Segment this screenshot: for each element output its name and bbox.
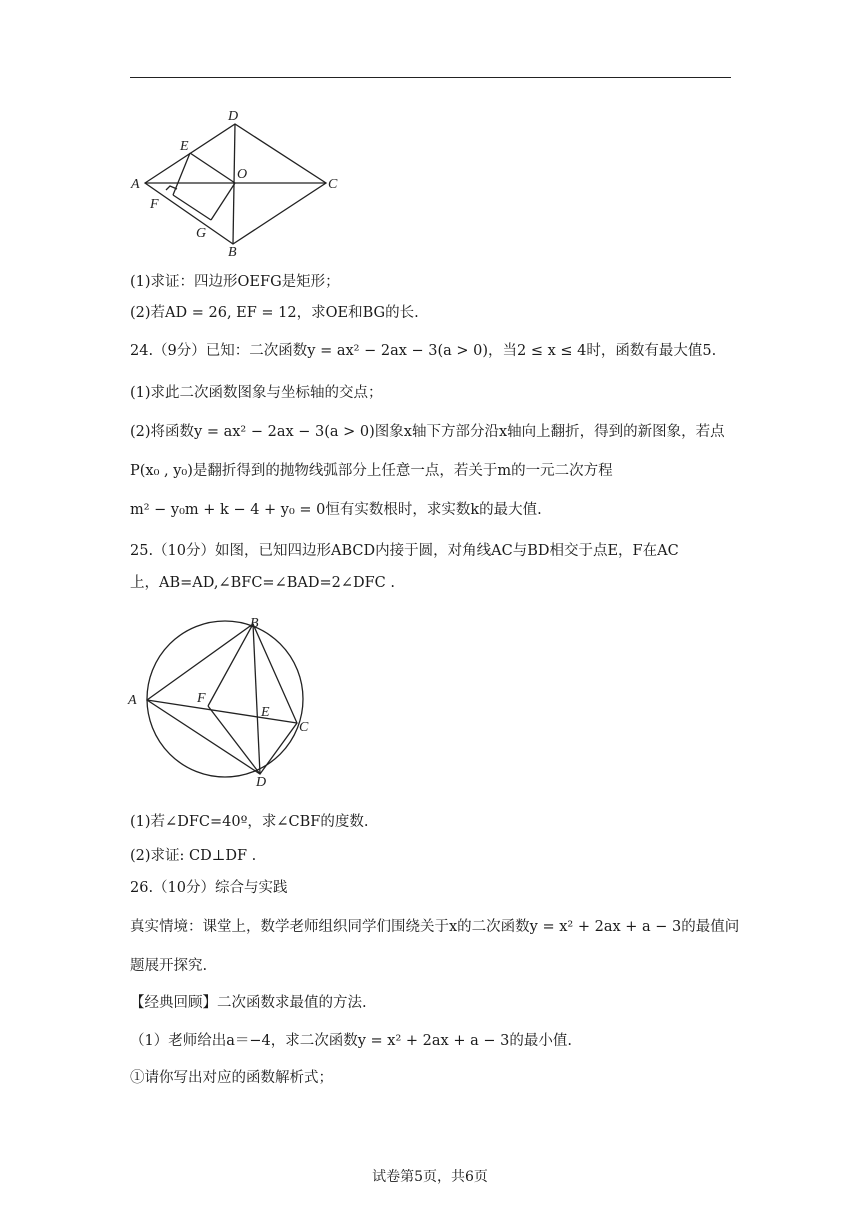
page-footer: 试卷第5页，共6页 — [372, 1169, 488, 1185]
fig2-label-f: F — [197, 691, 206, 706]
rhombus-figure — [128, 105, 358, 260]
q26-sub1: ①请你写出对应的函数解析式； — [130, 1070, 333, 1086]
header-rule — [130, 77, 731, 78]
q25-part1: (1)若∠DFC=40º，求∠CBF的度数. — [130, 814, 369, 830]
circle-figure — [126, 612, 326, 792]
q25-stem-line2: 上，AB=AD,∠BFC=∠BAD=2∠DFC . — [130, 575, 396, 591]
fig2-label-e: E — [261, 705, 270, 720]
q26-context-line2: 题展开探究. — [130, 958, 208, 974]
q26-context-line1: 真实情境：课堂上，数学老师组织同学们围绕关于x的二次函数y = x² + 2ax + a − 3的最值问 — [130, 919, 740, 935]
q24-part2-line3: m² − y₀m + k − 4 + y₀ = 0恒有实数根时，求实数k的最大值. — [130, 502, 542, 518]
fig1-label-e: E — [180, 139, 189, 154]
q24-part2-line1: (2)将函数y = ax² − 2ax − 3(a > 0)图象x轴下方部分沿x轴向上翻折，得到的新图象，若点 — [130, 424, 725, 440]
fig1-label-g: G — [196, 226, 207, 241]
q25-stem-line1: 25.（10分）如图，已知四边形ABCD内接于圆，对角线AC与BD相交于点E，F在AC — [130, 543, 679, 559]
fig1-label-c: C — [328, 177, 338, 192]
fig1-label-b: B — [228, 245, 237, 260]
q24-stem: 24.（9分）已知：二次函数y = ax² − 2ax − 3(a > 0)，当2 ≤ x ≤ 4时，函数有最大值5. — [130, 343, 717, 359]
q26-stem: 26.（10分）综合与实践 — [130, 880, 288, 896]
q23-part2: (2)若AD = 26, EF = 12，求OE和BG的长. — [130, 305, 419, 321]
q26-part1: （1）老师给出a＝−4，求二次函数y = x² + 2ax + a − 3的最小值. — [130, 1033, 572, 1049]
q24-part1: (1)求此二次函数图象与坐标轴的交点； — [130, 385, 383, 401]
fig1-label-o: O — [237, 167, 248, 182]
q24-part2-line2: P(x₀ , y₀)是翻折得到的抛物线弧部分上任意一点，若关于m的一元二次方程 — [130, 463, 613, 479]
q26-review: 【经典回顾】二次函数求最值的方法. — [130, 995, 367, 1011]
fig1-label-d: D — [228, 109, 239, 124]
fig2-label-b: B — [250, 616, 259, 631]
fig2-label-d: D — [256, 775, 267, 790]
fig2-label-a: A — [128, 693, 137, 708]
q25-part2: (2)求证: CD⊥DF . — [130, 848, 257, 864]
fig2-label-c: C — [299, 720, 309, 735]
q23-part1: (1)求证：四边形OEFG是矩形； — [130, 274, 340, 290]
fig1-label-a: A — [131, 177, 140, 192]
fig1-label-f: F — [150, 197, 159, 212]
